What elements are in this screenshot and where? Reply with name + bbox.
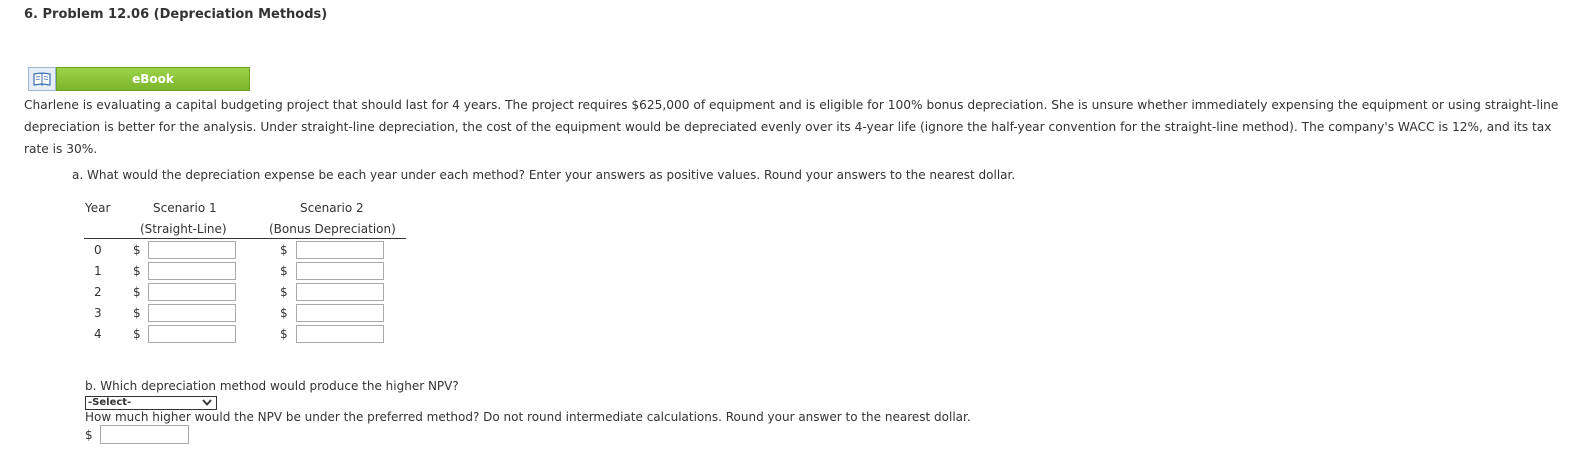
header-scenario2-sub: (Bonus Depreciation) (269, 222, 396, 236)
dollar-sign: $ (133, 243, 141, 257)
year-cell: 2 (94, 285, 102, 299)
scenario1-input[interactable] (148, 304, 236, 322)
scenario2-input[interactable] (296, 325, 384, 343)
table-row (80, 241, 410, 261)
dollar-sign: $ (280, 264, 288, 278)
table-row (80, 304, 410, 324)
dollar-sign: $ (133, 327, 141, 341)
scenario1-input[interactable] (148, 325, 236, 343)
dollar-sign: $ (280, 327, 288, 341)
scenario2-input[interactable] (296, 262, 384, 280)
dollar-sign: $ (280, 243, 288, 257)
dollar-sign: $ (280, 306, 288, 320)
scenario2-input[interactable] (296, 283, 384, 301)
scenario1-input[interactable] (148, 283, 236, 301)
scenario2-input[interactable] (296, 241, 384, 259)
question-npv-difference: How much higher would the NPV be under the preferred method? Do not round intermediate calculations. Round your answer to the nearest dollar. (85, 410, 971, 424)
year-cell: 1 (94, 264, 102, 278)
header-scenario2: Scenario 2 (300, 201, 364, 215)
header-year: Year (85, 201, 111, 215)
scenario1-input[interactable] (148, 241, 236, 259)
dollar-sign: $ (280, 285, 288, 299)
question-b: b. Which depreciation method would produce the higher NPV? (85, 379, 459, 393)
table-row (80, 325, 410, 345)
book-icon[interactable] (28, 67, 56, 91)
dollar-sign: $ (133, 285, 141, 299)
method-select-value: -Select- (88, 397, 132, 408)
header-scenario1: Scenario 1 (153, 201, 217, 215)
year-cell: 3 (94, 306, 102, 320)
dollar-sign: $ (133, 264, 141, 278)
header-divider (84, 238, 406, 239)
problem-title: 6. Problem 12.06 (Depreciation Methods) (24, 7, 328, 22)
ebook-button[interactable] (28, 67, 250, 91)
scenario2-input[interactable] (296, 304, 384, 322)
scenario1-input[interactable] (148, 262, 236, 280)
header-scenario1-sub: (Straight-Line) (140, 222, 227, 236)
ebook-label[interactable]: eBook (56, 67, 250, 91)
question-a: a. What would the depreciation expense be each year under each method? Enter your answers as positive values. Round your answers to the nearest dollar. (72, 168, 1016, 182)
dollar-sign: $ (85, 428, 93, 442)
problem-statement: Charlene is evaluating a capital budgeting project that should last for 4 years. The project requires $625,000 of equipment and is eligible for 100% bonus depreciation. She is unsure whether immediately expensing the equipment or using straight-line depreciation is better for the analysis. Under straight-line depreciation, the cost of the equipment would be depreciated evenly over its 4-year life (ignore the half-year convention for the straight-line method). The company's WACC is 12%, and its tax rate is 30%. (24, 98, 1559, 156)
chevron-down-icon (202, 398, 212, 407)
dollar-sign: $ (133, 306, 141, 320)
table-row (80, 283, 410, 303)
npv-difference-input[interactable] (100, 425, 189, 444)
table-row (80, 262, 410, 282)
year-cell: 4 (94, 327, 102, 341)
year-cell: 0 (94, 243, 102, 257)
